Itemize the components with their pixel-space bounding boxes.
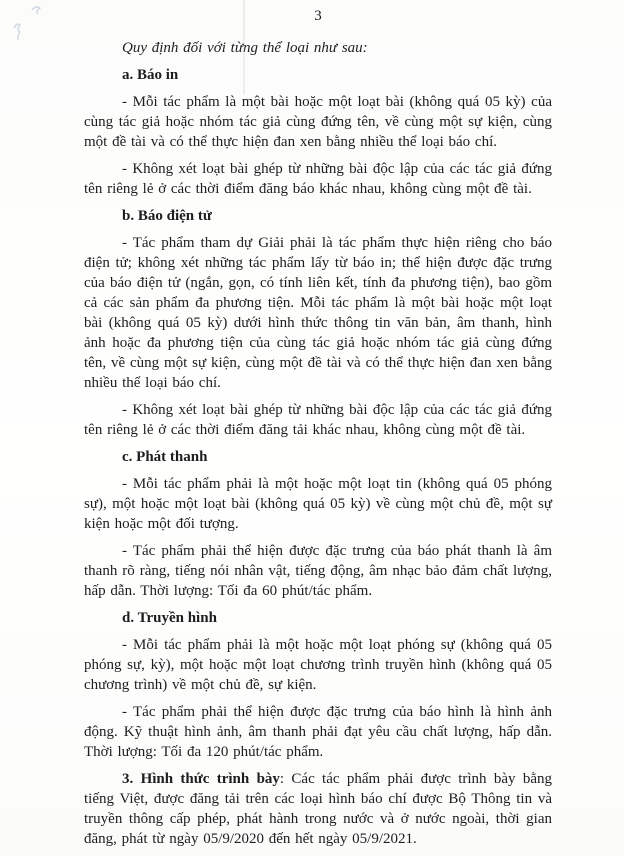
paragraph: - Không xét loạt bài ghép từ những bài độc lập của các tác giả đứng tên riêng lẻ ở các thời điểm đăng tải khác nhau, không cùng một đề tài. <box>84 402 552 438</box>
paragraph: - Mỗi tác phẩm phải là một hoặc một loạt tin (không quá 05 phóng sự), một hoặc một loạt bài (không quá 05 kỳ) về cùng một chủ đề, một sự kiện hoặc một đối tượng. <box>84 476 552 532</box>
section-heading-bao-dien-tu: b. Báo điện tử <box>122 208 212 224</box>
paragraph: - Mỗi tác phẩm là một bài hoặc một loạt bài (không quá 05 kỳ) của cùng tác giả hoặc nhóm tác giả cùng đứng tên, về cùng một sự kiện, cùng một đề tài và có thể thực hiện đan xen bằng nhiều thể loại báo chí. <box>84 94 552 150</box>
closing-text: Các tác phẩm phải được trình bày bằng tiếng Việt, được đăng tải trên các loại hình báo chí được Bộ Thông tin và truyền thông cấp phép, phát hành trong nước và ở nước ngoài, thời gian đăng, phát từ ngày 05/9/2020 đến hết ngày 05/9/2021. <box>84 771 552 847</box>
intro-line: Quy định đối với từng thể loại như sau: <box>122 40 368 56</box>
section-heading-phat-thanh: c. Phát thanh <box>122 449 208 465</box>
pencil-mark-scan-artifact <box>8 2 78 52</box>
paragraph: - Tác phẩm phải thể hiện được đặc trưng của báo phát thanh là âm thanh rõ ràng, tiếng nói nhân vật, tiếng động, âm nhạc bảo đảm chất lượng, hấp dẫn. Thời lượng: Tối đa 60 phút/tác phẩm. <box>84 543 552 599</box>
section-heading-truyen-hinh: d. Truyền hình <box>122 610 217 626</box>
closing-lead: 3. Hình thức trình bày <box>122 771 280 787</box>
section-heading-bao-in: a. Báo in <box>122 67 179 83</box>
paragraph: - Không xét loạt bài ghép từ những bài độc lập của các tác giả đứng tên riêng lẻ ở các thời điểm đăng báo khác nhau, không cùng một đề tài. <box>84 161 552 197</box>
closing-separator: : <box>279 771 292 787</box>
closing-paragraph <box>84 769 552 849</box>
paragraph: - Tác phẩm phải thể hiện được đặc trưng của báo hình là hình ảnh động. Kỹ thuật hình ảnh, âm thanh phải đạt yêu cầu chất lượng, hấp dẫn. Thời lượng: Tối đa 120 phút/tác phẩm. <box>84 704 552 760</box>
paragraph: - Mỗi tác phẩm phải là một hoặc một loạt phóng sự (không quá 05 phóng sự, kỳ), một hoặc một loạt chương trình truyền hình (không quá 05 chương trình) về một chủ đề, sự kiện. <box>84 637 552 693</box>
paragraph: - Tác phẩm tham dự Giải phải là tác phẩm thực hiện riêng cho báo điện tử; không xét những tác phẩm lấy từ báo in; thể hiện được đặc trưng của báo điện tử (ngắn, gọn, có tính liên kết, tính đa phương tiện), bao gồm cả các sản phẩm đa phương tiện. Mỗi tác phẩm là một bài hoặc một loạt bài (không quá 05 kỳ) dưới hình thức thông tin văn bản, âm thanh, hình ảnh hoặc đa phương tiện của cùng tác giả hoặc nhóm tác giả cùng đứng tên, về cùng một sự kiện, cùng một đề tài và có thể thực hiện đan xen bằng nhiều thể loại báo chí. <box>84 235 552 391</box>
page-number: 3 <box>314 8 322 24</box>
